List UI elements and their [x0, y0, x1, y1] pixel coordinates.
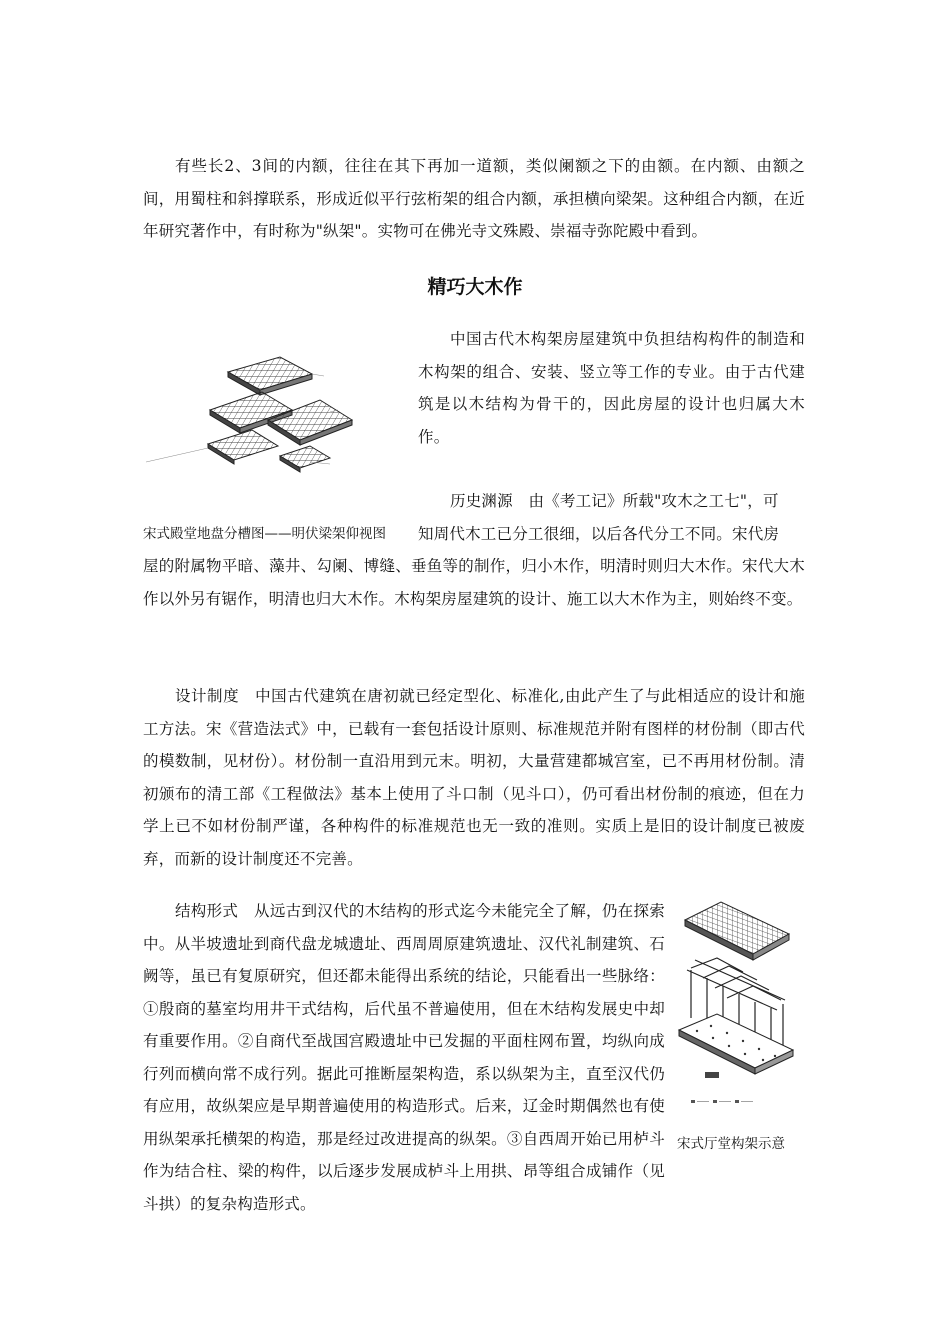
history-paragraph-rest: 屋的附属物平暗、藻井、勾阑、博缝、垂鱼等的制作，归小木作，明清时则归大木作。宋代大木作以外另有锯作，明清也归大木作。木构架房屋建筑的设计、施工以大木作为主，则始终不变。 [143, 557, 805, 608]
history-paragraph-line2: 知周代木工已分工很细，以后各代分工不同。宋代房 [418, 525, 780, 543]
dazuo-definition: 中国古代木构架房屋建筑中负担结构构件的制造和木构架的组合、安装、竖立等工作的专业。由于古代建筑是以木结构为骨干的，因此房屋的设计也归属大木作。 [418, 330, 805, 446]
section-heading: 精巧大木作 [427, 276, 523, 298]
history-paragraph-start: 历史渊源 由《考工记》所载"攻木之工七"，可 [450, 492, 779, 510]
design-system-paragraph: 设计制度 中国古代建筑在唐初就已经定型化、标准化,由此产生了与此相适应的设计和施工方法。宋《营造法式》中，已载有一套包括设计原则、标准规范并附有图样的材份制（即古代的模数制，见材份）。材份制一直沿用到元末。明初，大量营建都城宫室，已不再用材份制。清初颁布的清工部《工程做法》基本上使用了斗口制（见斗口），仍可看出材份制的痕迹，但在力学上已不如材份制严谨，各种构件的标准规范也无一致的准则。实质上是旧的设计制度已被废弃，而新的设计制度还不完善。 [143, 687, 805, 868]
figure1-caption: 宋式殿堂地盘分槽图——明伏梁架仰视图 [143, 526, 386, 542]
structure-form-paragraph: 结构形式 从远古到汉代的木结构的形式迄今未能完全了解，仍在探索中。从半坡遗址到商代盘龙城遗址、西周周原建筑遗址、汉代礼制建筑、石阙等，虽已有复原研究，但还都未能得出系统的结论，只能看出一些脉络：①殷商的墓室均用井干式结构，后代虽不普遍使用，但在木结构发展史中却有重要作用。②自商代至战国宫殿遗址中已发掘的平面柱网布置，均纵向成行列而横向常不成行列。据此可推断屋架构造，系以纵架为主，直至汉代仍有应用，故纵架应是早期普遍使用的构造形式。后来，辽金时期偶然也有使用纵架承托横架的构造，那是经过改进提高的纵架。③自西周开始已用栌斗作为结合柱、梁的构件，以后逐步发展成栌斗上用拱、昂等组合成铺作（见斗拱）的复杂构造形式。 [143, 902, 665, 1213]
intro-paragraph: 有些长2、3间的内额，往往在其下再加一道额，类似阑额之下的由额。在内额、由额之间，用蜀柱和斜撑联系，形成近似平行弦桁架的组合内额，承担横向梁架。这种组合内额，在近年研究著作中，有时称为"纵架"。实物可在佛光寺文殊殿、崇福寺弥陀殿中看到。 [143, 157, 805, 240]
hall-frame-figure [677, 900, 797, 1125]
floor-plan-figure [140, 352, 360, 482]
figure2-caption: 宋式厅堂构架示意 [677, 1136, 785, 1152]
